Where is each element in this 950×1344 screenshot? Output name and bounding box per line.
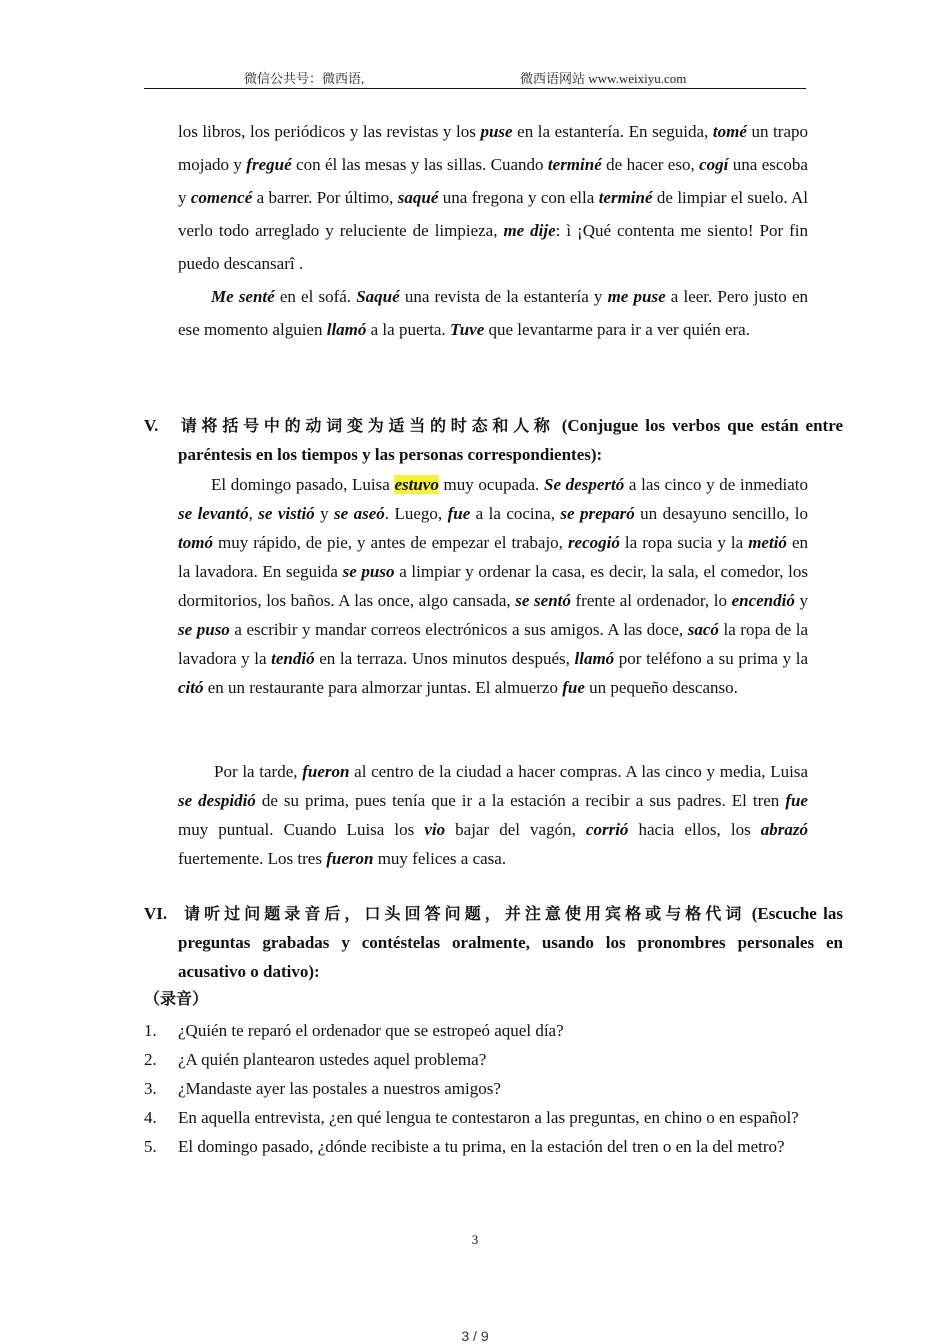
section-iv-paragraph-1 [178,115,808,280]
question-number: 4. [144,1108,157,1127]
question-item [144,1074,809,1103]
header-rule [144,88,806,89]
question-text: El domingo pasado, ¿dónde recibiste a tu prima, en la estación del tren o en la del metro? [178,1137,785,1156]
text-run: que levantarme para ir a ver quién era. [484,320,750,339]
question-number: 2. [144,1050,157,1069]
text-run: El domingo pasado, Luisa [211,475,395,494]
question-list [144,1016,809,1161]
text-run: un pequeño descanso. [584,678,738,697]
conjugated-verb: fregué [246,155,292,174]
text-run: fuertemente. Los tres [178,849,327,868]
conjugated-verb: terminé [598,188,653,207]
text-run: la ropa sucia y la [619,533,749,552]
question-number: 1. [144,1021,157,1040]
section-v-number: V. [144,416,159,435]
conjugated-verb: tomé [712,122,747,141]
text-run: a la puerta. [366,320,450,339]
text-run: de su prima, pues tenía que ir a la estación a recibir a sus padres. El tren [255,791,786,810]
section-vi-title-es: (Escuche las preguntas grabadas y contéstelas oralmente, usando los pronombres personales en acusativo o dativo): [178,904,843,981]
conjugated-verb: cogí [699,155,729,174]
text-run: , [248,504,259,523]
section-v-paragraph-1 [178,470,808,702]
conjugated-verb: se vistió [258,504,315,523]
conjugated-verb: terminé [547,155,602,174]
conjugated-verb: Me senté [211,287,275,306]
text-run: a escribir y mandar correos electrónicos a sus amigos. A las doce, [229,620,688,639]
section-v-title [144,411,843,469]
conjugated-verb: Tuve [449,320,485,339]
conjugated-verb: fueron [302,762,350,781]
conjugated-verb: fue [562,678,585,697]
conjugated-verb: llamó [326,320,367,339]
text-run: de limpiar el suelo. Al verlo todo arreglado y reluciente de limpieza, [178,188,808,240]
conjugated-verb: me dije [503,221,556,240]
text-run: bajar del vagón, [445,820,586,839]
conjugated-verb: fue [785,791,808,810]
text-run: muy puntual. Cuando Luisa los [178,820,425,839]
highlighted-verb: estuvo [394,475,439,494]
text-run: muy felices a casa. [373,849,507,868]
text-run: un trapo mojado y [178,122,808,174]
text-run: de hacer eso, [601,155,700,174]
section-v-title-es: (Conjugue los verbos que están entre paréntesis en los tiempos y las personas correspondientes): [178,416,843,464]
conjugated-verb: vio [424,820,446,839]
conjugated-verb: corrió [585,820,629,839]
conjugated-verb: comencé [190,188,253,207]
text-run: muy rápido, de pie, y antes de empezar el trabajo, [212,533,568,552]
text-run: una escoba y [178,155,808,207]
text-run: y [314,504,335,523]
text-run: a la cocina, [470,504,561,523]
conjugated-verb: sacó [687,620,719,639]
question-item [144,1132,809,1161]
conjugated-verb: puse [480,122,513,141]
question-number: 3. [144,1079,157,1098]
conjugated-verb: se despidió [178,791,256,810]
text-run: . Luego, [384,504,448,523]
question-number: 5. [144,1137,157,1156]
conjugated-verb: tomó [178,533,213,552]
text-run: por teléfono a su prima y la [614,649,808,668]
viewer-page-indicator: 3 / 9 [461,1328,489,1344]
conjugated-verb: me puse [607,287,666,306]
conjugated-verb: tendió [271,649,315,668]
text-run: y [794,591,808,610]
text-run: en la lavadora. En seguida [178,533,808,581]
conjugated-verb: se aseó [334,504,385,523]
header-wechat: 微信公共号：微西语, [244,71,365,86]
conjugated-verb: se levantó [178,504,249,523]
question-item [144,1103,809,1132]
text-run: en un restaurante para almorzar juntas. El almuerzo [203,678,563,697]
question-text: ¿Mandaste ayer las postales a nuestros amigos? [178,1079,501,1098]
conjugated-verb: se sentó [515,591,571,610]
text-run: una revista de la estantería y [399,287,608,306]
text-run: en la estantería. En seguida, [512,122,713,141]
conjugated-verb: llamó [574,649,615,668]
text-run: los libros, los periódicos y las revistas y los [178,122,481,141]
question-item [144,1016,809,1045]
text-run: frente al ordenador, lo [570,591,732,610]
text-run: con él las mesas y las sillas. Cuando [291,155,548,174]
text-run: en el sofá. [274,287,357,306]
conjugated-verb: fue [447,504,471,523]
text-run: a barrer. Por último, [252,188,398,207]
section-vi-number: VI. [144,904,168,923]
question-text: En aquella entrevista, ¿en qué lengua te contestaron a las preguntas, en chino o en español? [178,1108,799,1127]
header-website: 微西语网站 www.weixiyu.com [520,71,687,86]
conjugated-verb: citó [178,678,204,697]
question-text: ¿Quién te reparó el ordenador que se estropeó aquel día? [178,1021,564,1040]
conjugated-verb: se puso [342,562,395,581]
conjugated-verb: saqué [397,188,439,207]
section-vi-title-zh: 请听过问题录音后，口头回答问题，并注意使用宾格或与格代词 [182,904,746,923]
text-run: una fregona y con ella [438,188,599,207]
text-run: hacia ellos, los [628,820,761,839]
conjugated-verb: se puso [178,620,230,639]
conjugated-verb: se preparó [560,504,635,523]
audio-tag: （录音） [144,989,209,1008]
text-run: a limpiar y ordenar la casa, es decir, la sala, el comedor, los dormitorios, los baños. A las once, algo cansada, [178,562,809,610]
text-run: un desayuno sencillo, lo [634,504,809,523]
section-v-paragraph-2 [178,757,808,873]
text-run: en la terraza. Unos minutos después, [314,649,575,668]
conjugated-verb: metió [748,533,787,552]
text-run: a leer. Pero justo en ese momento alguien [178,287,808,339]
text-run: a las cinco y de inmediato [624,475,809,494]
question-text: ¿A quién plantearon ustedes aquel problema? [178,1050,487,1069]
section-vi-title [144,899,843,986]
section-v-title-zh: 请将括号中的动词变为适当的时态和人称 [178,416,555,435]
conjugated-verb: abrazó [760,820,808,839]
text-run: : ì ¡Qué contenta me siento! Por fin puedo descansarî . [178,221,808,273]
text-run: muy ocupada. [438,475,544,494]
conjugated-verb: recogió [567,533,620,552]
question-item [144,1045,809,1074]
text-run: la ropa de la lavadora y la [178,620,808,668]
conjugated-verb: fueron [326,849,374,868]
conjugated-verb: Se despertó [543,475,625,494]
conjugated-verb: Saqué [356,287,400,306]
section-iv-paragraph-2 [178,280,808,346]
text-run: al centro de la ciudad a hacer compras. A las cinco y media, Luisa [349,762,808,781]
conjugated-verb: encendió [731,591,795,610]
page-number: 3 [471,1232,479,1247]
text-run: Por la tarde, [214,762,303,781]
